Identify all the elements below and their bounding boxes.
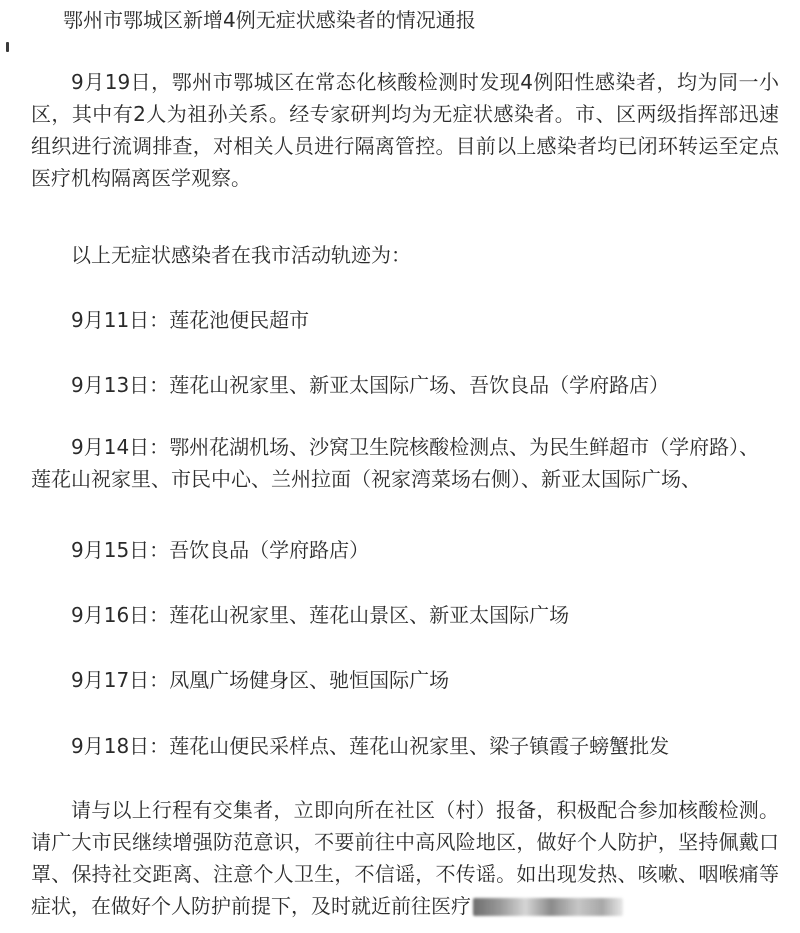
track-places: 吾饮良品（学府路店） bbox=[169, 538, 370, 562]
notice-title: 鄂州市鄂城区新增4例无症状感染者的情况通报 bbox=[63, 8, 476, 32]
track-date: 9月16日： bbox=[71, 603, 170, 627]
track-places: 莲花池便民超市 bbox=[169, 308, 310, 332]
track-entry bbox=[71, 732, 669, 760]
track-entry bbox=[31, 431, 779, 495]
track-places: 莲花山祝家里、新亚太国际广场、吾饮良品（学府路店） bbox=[169, 373, 670, 397]
track-entry bbox=[71, 601, 569, 629]
track-date: 9月14日： bbox=[71, 435, 170, 459]
track-heading: 以上无症状感染者在我市活动轨迹为： bbox=[71, 243, 411, 267]
track-date: 9月13日： bbox=[71, 373, 170, 397]
track-entry bbox=[71, 536, 369, 564]
intro-paragraph: 9月19日，鄂州市鄂城区在常态化核酸检测时发现4例阳性感染者，均为同一小区，其中有2人为祖孙关系。经专家研判均为无症状感染者。市、区两级指挥部迅速组织进行流调排查，对相关人员进行隔离管控。目前以上感染者均已闭环转运至定点医疗机构隔离医学观察。 bbox=[31, 70, 779, 190]
track-entry bbox=[71, 306, 309, 334]
track-places: 鄂州花湖机场、沙窝卫生院核酸检测点、为民生鲜超市（学府路）、莲花山祝家里、市民中心、兰州拉面（祝家湾菜场右侧）、新亚太国际广场、 bbox=[31, 435, 760, 491]
track-date: 9月11日： bbox=[71, 308, 170, 332]
blurred-text-region bbox=[473, 898, 623, 916]
track-entry bbox=[71, 666, 449, 694]
closing-paragraph bbox=[31, 794, 779, 922]
left-edge-mark bbox=[6, 42, 9, 52]
track-places: 莲花山祝家里、莲花山景区、新亚太国际广场 bbox=[169, 603, 570, 627]
track-entry bbox=[71, 371, 669, 399]
track-places: 凤凰广场健身区、驰恒国际广场 bbox=[169, 668, 450, 692]
track-date: 9月15日： bbox=[71, 538, 170, 562]
track-places: 莲花山便民采样点、莲花山祝家里、梁子镇霞子螃蟹批发 bbox=[169, 734, 670, 758]
track-date: 9月17日： bbox=[71, 668, 170, 692]
closing-text: 请与以上行程有交集者，立即向所在社区（村）报备，积极配合参加核酸检测。请广大市民继续增强防范意识，不要前往中高风险地区，做好个人防护，坚持佩戴口罩、保持社交距离、注意个人卫生，不信谣，不传谣。如出现发热、咳嗽、咽喉痛等症状，在做好个人防护前提下，及时就近前往医疗 bbox=[31, 798, 779, 918]
track-date: 9月18日： bbox=[71, 734, 170, 758]
